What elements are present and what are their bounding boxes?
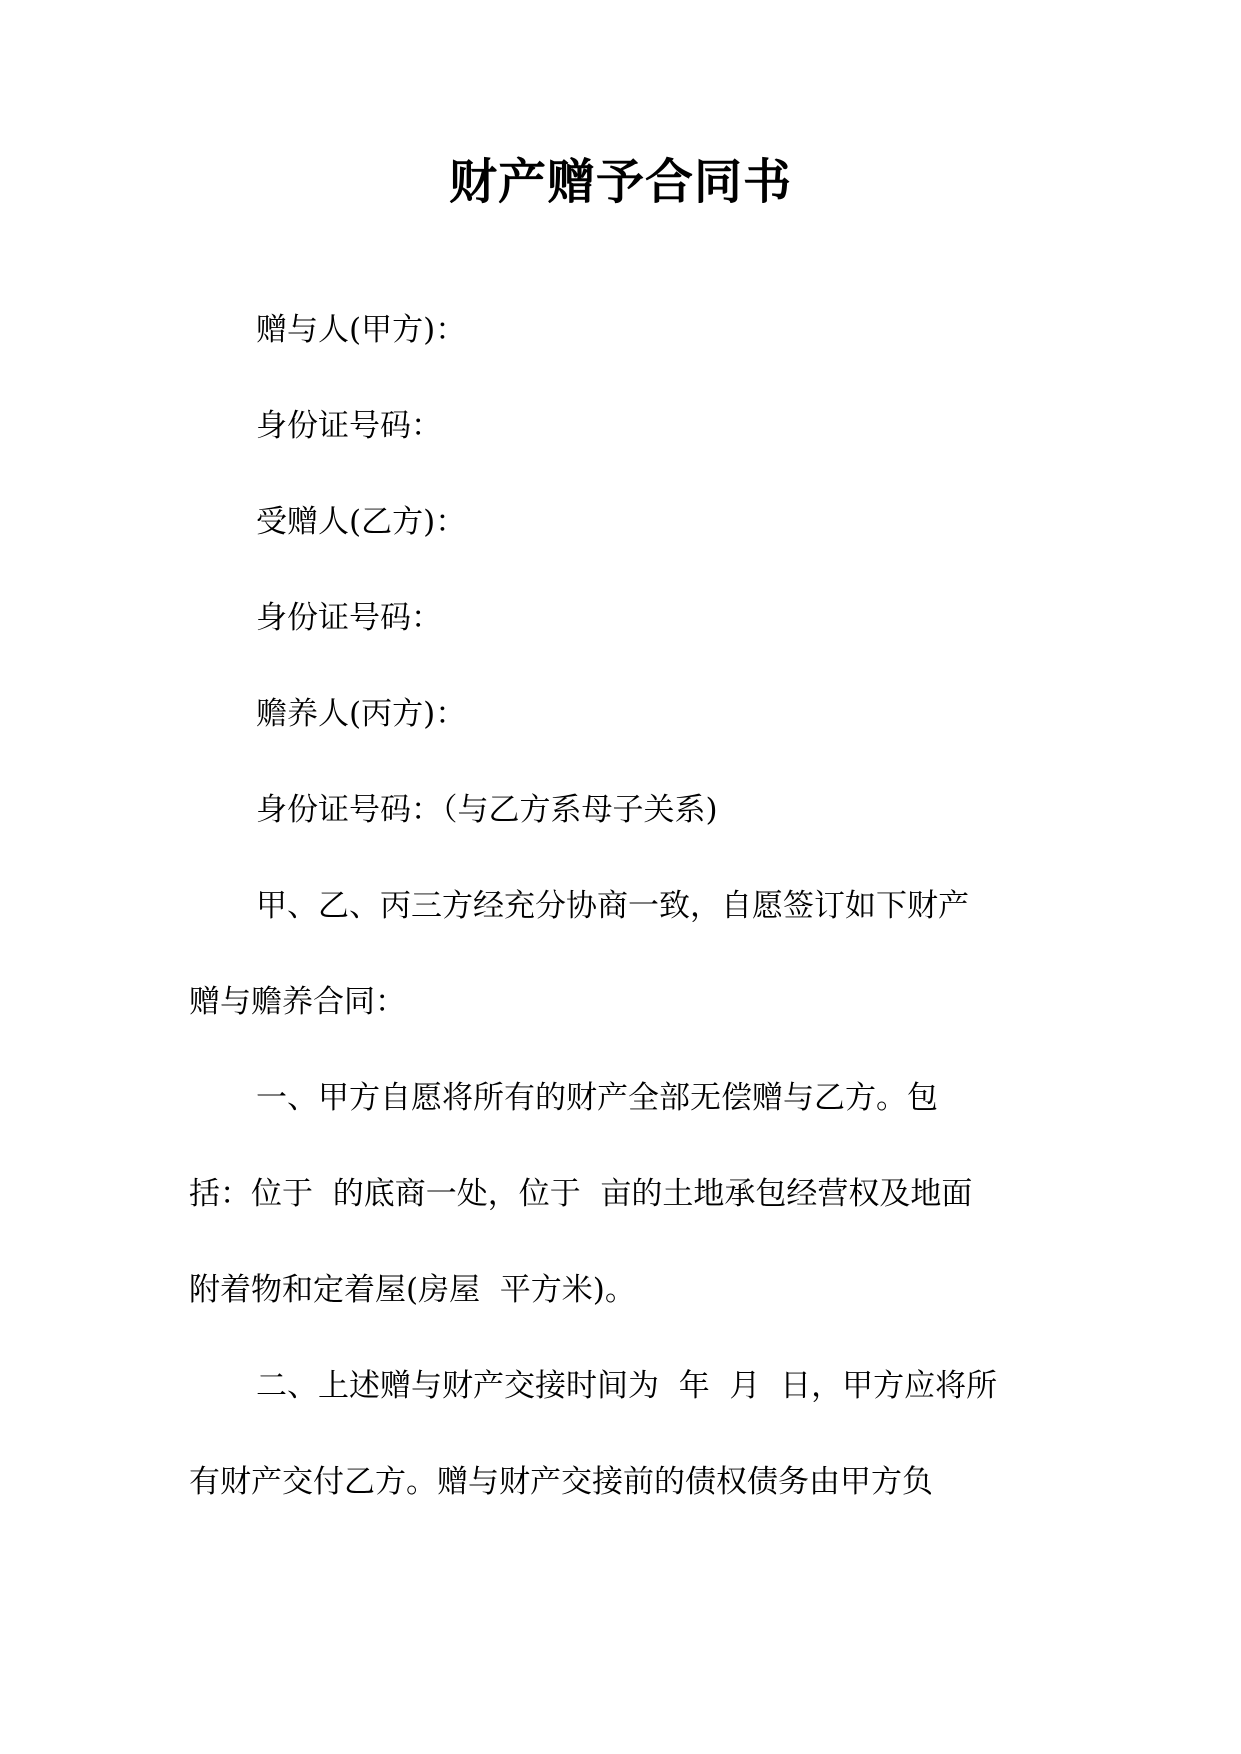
clause-1-line-1: 一、甲方自愿将所有的财产全部无偿赠与乙方。包 — [256, 1080, 938, 1116]
intro-paragraph-line-2: 赠与赡养合同： — [189, 984, 406, 1020]
donor-label: 赠与人(甲方)： — [256, 312, 467, 348]
donee-id-label: 身份证号码： — [256, 600, 442, 636]
supporter-id-label: 身份证号码：（与乙方系母子关系) — [256, 792, 718, 828]
clause-1-line-3: 附着物和定着屋(房屋 平方米)。 — [189, 1272, 636, 1308]
document-title: 财产赠予合同书 — [448, 154, 792, 210]
donee-label: 受赠人(乙方)： — [256, 504, 467, 540]
supporter-label: 赡养人(丙方)： — [256, 696, 467, 732]
donor-id-label: 身份证号码： — [256, 408, 442, 444]
clause-2-line-1: 二、上述赠与财产交接时间为 年 月 日，甲方应将所 — [256, 1368, 998, 1404]
intro-paragraph-line-1: 甲、乙、丙三方经充分协商一致，自愿签订如下财产 — [256, 888, 969, 924]
clause-1-line-2: 括：位于 的底商一处，位于 亩的土地承包经营权及地面 — [189, 1176, 973, 1212]
clause-2-line-2: 有财产交付乙方。赠与财产交接前的债权债务由甲方负 — [189, 1464, 933, 1500]
